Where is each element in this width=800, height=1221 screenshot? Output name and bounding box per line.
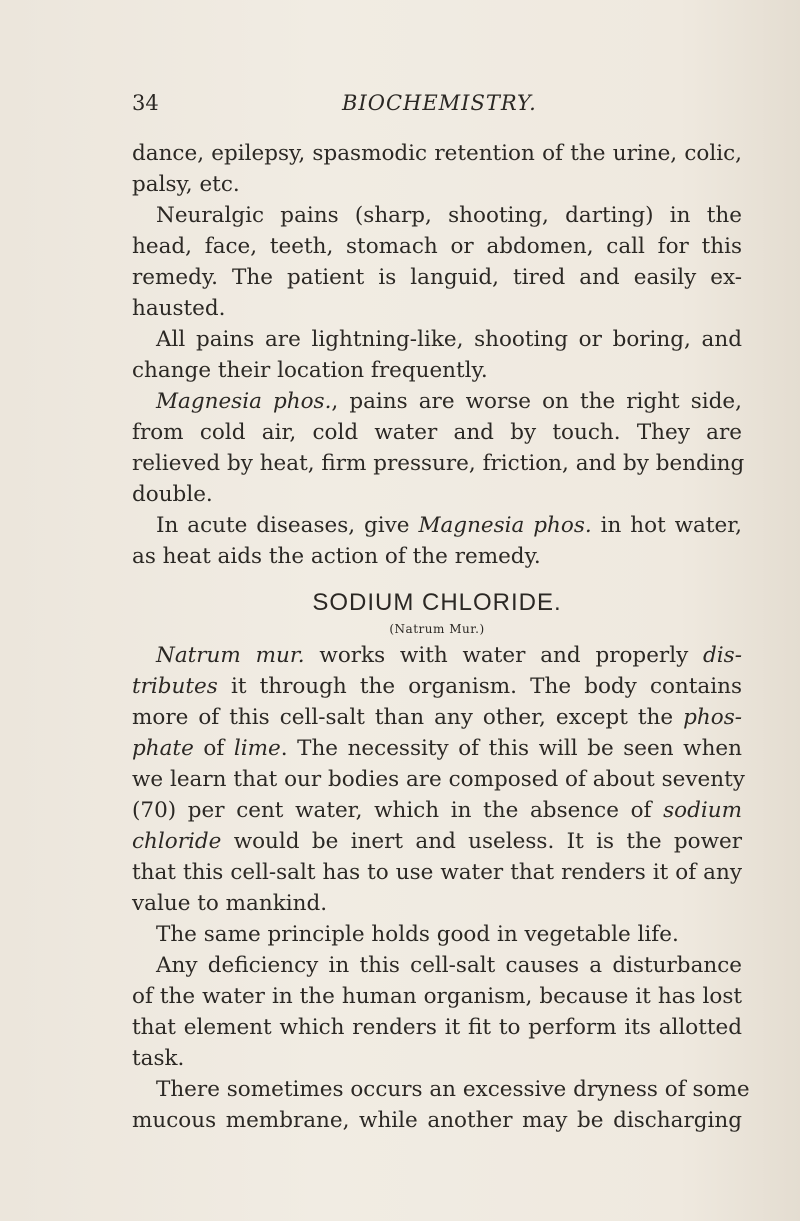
text-line <box>132 702 742 733</box>
text-line: mucous membrane, while another may be discharging <box>132 1108 742 1133</box>
text-line: hausted. <box>132 296 226 321</box>
text-line: relieved by heat, firm pressure, friction, and by bending <box>132 451 745 476</box>
italic-term: sodium <box>663 798 742 823</box>
italic-term: Magnesia phos. <box>418 513 592 538</box>
text-line <box>132 640 742 671</box>
text-line <box>132 826 742 857</box>
italic-term: lime <box>233 736 281 761</box>
text-run: , pains are worse on the right side, <box>331 389 742 414</box>
text-line: of the water in the human organism, because it has lost <box>132 984 742 1009</box>
italic-term: chloride <box>132 829 222 854</box>
text-line: double. <box>132 482 213 507</box>
text-run: of <box>193 736 234 761</box>
text-line <box>132 671 742 702</box>
text-line: as heat aids the action of the remedy. <box>132 544 541 569</box>
text-run: would be inert and useless. It is the power <box>221 829 742 854</box>
text-run: In acute diseases, give <box>156 513 419 538</box>
text-line <box>132 795 742 826</box>
text-run: in hot water, <box>591 513 742 538</box>
text-line: Neuralgic pains (sharp, shooting, darting) in the <box>156 203 742 228</box>
text-line: that this cell-salt has to use water that renders it of any <box>132 860 742 885</box>
text-line <box>132 386 742 417</box>
text-line: from cold air, cold water and by touch. They are <box>132 420 742 445</box>
text-line: remedy. The patient is languid, tired and easily ex- <box>132 265 742 290</box>
text-line: change their location frequently. <box>132 358 488 383</box>
italic-term: dis- <box>703 643 742 668</box>
text-line: All pains are lightning-like, shooting or boring, and <box>156 327 742 352</box>
text-line: There sometimes occurs an excessive dryness of some <box>156 1077 750 1102</box>
body-text <box>132 138 750 1136</box>
text-line: palsy, etc. <box>132 172 240 197</box>
text-line: head, face, teeth, stomach or abdomen, call for this <box>132 234 742 259</box>
italic-term: phos- <box>683 705 742 730</box>
text-run: . The necessity of this will be seen when <box>280 736 742 761</box>
section-subheading: (Natrum Mur.) <box>389 622 485 636</box>
text-line: Any deficiency in this cell-salt causes a disturbance <box>156 953 742 978</box>
section-heading: SODIUM CHLORIDE. <box>312 589 562 616</box>
text-line: dance, epilepsy, spasmodic retention of the urine, colic, <box>132 141 742 166</box>
text-line <box>132 510 742 541</box>
italic-term: tributes <box>132 674 218 699</box>
text-run: (70) per cent water, which in the absence of <box>132 798 664 823</box>
italic-term: phate <box>132 736 194 761</box>
text-run: it through the organism. The body contains <box>217 674 742 699</box>
text-line: that element which renders it fit to perform its allotted <box>132 1015 742 1040</box>
italic-term: Natrum mur. <box>156 643 305 668</box>
text-run: more of this cell-salt than any other, except the <box>132 705 684 730</box>
text-line: we learn that our bodies are composed of about seventy <box>132 767 745 792</box>
running-head: BIOCHEMISTRY. <box>342 91 537 115</box>
text-line: value to mankind. <box>132 891 328 916</box>
text-line: task. <box>132 1046 185 1071</box>
page-number: 34 <box>132 91 159 115</box>
text-run: works with water and properly <box>304 643 704 668</box>
italic-term: Magnesia phos. <box>156 389 332 414</box>
page-header <box>132 88 742 122</box>
text-line: The same principle holds good in vegetable life. <box>156 922 679 947</box>
text-line <box>132 733 742 764</box>
